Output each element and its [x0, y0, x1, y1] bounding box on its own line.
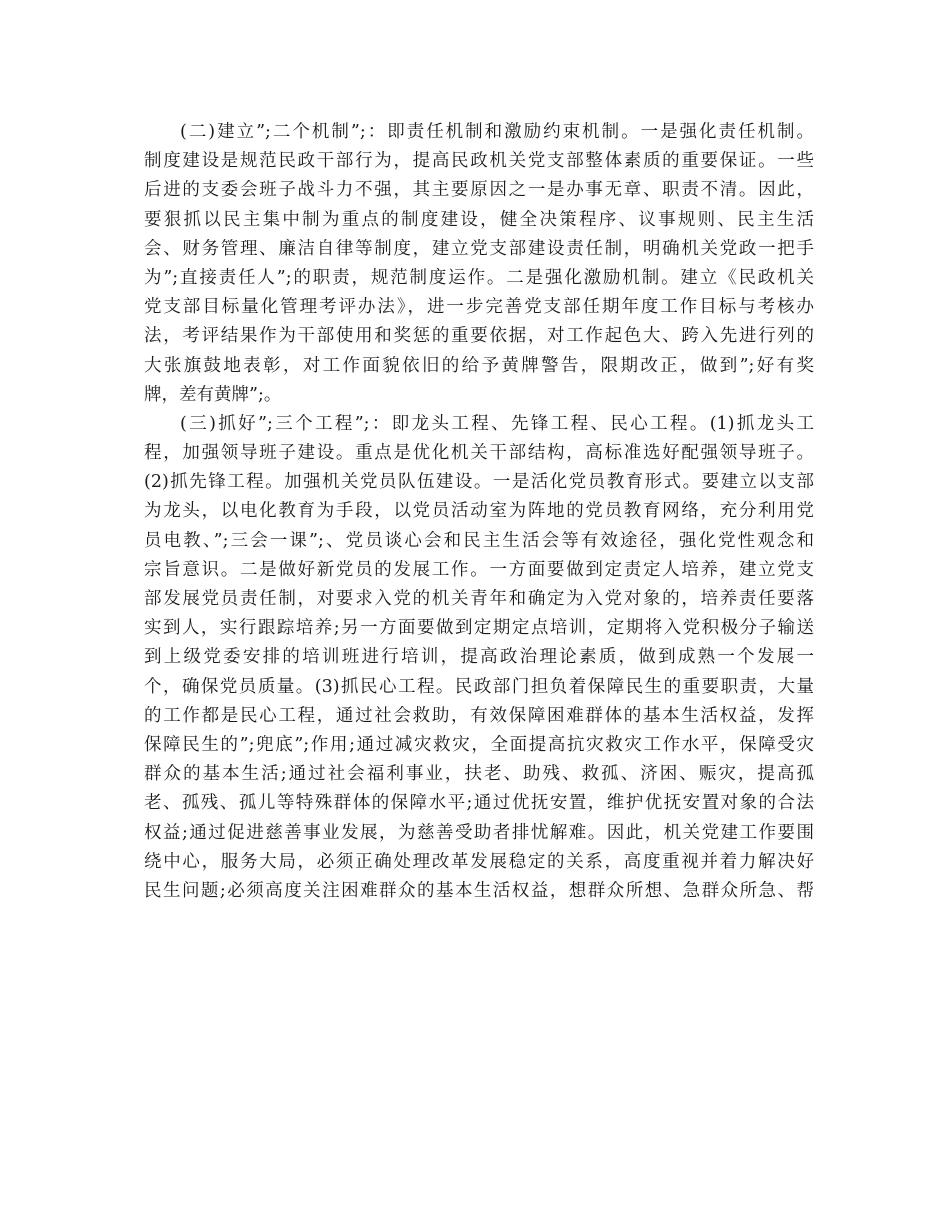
document-body — [144, 118, 814, 906]
paragraph-two-mechanisms — [144, 118, 814, 410]
text-line: 党支部目标量化管理考评办法》，进一步完善党支部任期年度工作目标与考核办 — [144, 297, 814, 318]
text-line: 为龙头，以电化教育为手段，以党员活动室为阵地的党员教育网络，充分利用党 — [144, 501, 814, 522]
text-line: 牌，差有黄牌”;。 — [144, 384, 282, 405]
text-line: 群众的基本生活;通过社会福利事业，扶老、助残、救孤、济困、赈灾，提高孤 — [144, 764, 814, 785]
text-line: 部发展党员责任制，对要求入党的机关青年和确定为入党对象的，培养责任要落 — [144, 589, 814, 609]
text-line: 绕中心，服务大局，必须正确处理改革发展稳定的关系，高度重视并着力解决好 — [144, 851, 814, 872]
text-line: 程，加强领导班子建设。重点是优化机关干部结构，高标准选好配强领导班子。 — [144, 443, 814, 464]
text-line: (二)建立”;二个机制”;：即责任机制和激励约束机制。一是强化责任机制。 — [180, 122, 814, 142]
text-line: 个，确保党员质量。(3)抓民心工程。民政部门担负着保障民生的重要职责，大量 — [144, 676, 814, 697]
text-line: (三)抓好”;三个工程”;：即龙头工程、先锋工程、民心工程。(1)抓龙头工 — [180, 413, 814, 434]
text-line: 大张旗鼓地表彰，对工作面貌依旧的给予黄牌警告，限期改正，做到”;好有奖 — [144, 355, 814, 376]
text-line: 宗旨意识。二是做好新党员的发展工作。一方面要做到定责定人培养，建立党支 — [144, 559, 814, 580]
text-line: 民生问题;必须高度关注困难群众的基本生活权益，想群众所想、急群众所急、帮 — [144, 880, 814, 901]
text-line: 后进的支委会班子战斗力不强，其主要原因之一是办事无章、职责不清。因此， — [144, 180, 814, 201]
text-line: 的工作都是民心工程，通过社会救助，有效保障困难群体的基本生活权益，发挥 — [144, 705, 814, 726]
text-line: (2)抓先锋工程。加强机关党员队伍建设。一是活化党员教育形式。要建立以支部 — [144, 472, 814, 493]
text-line: 保障民生的”;兜底”;作用;通过减灾救灾，全面提高抗灾救灾工作水平，保障受灾 — [144, 734, 814, 755]
text-line: 到上级党委安排的培训班进行培训，提高政治理论素质，做到成熟一个发展一 — [144, 647, 814, 668]
text-line: 法，考评结果作为干部使用和奖惩的重要依据，对工作起色大、跨入先进行列的 — [144, 326, 814, 347]
text-line: 实到人，实行跟踪培养;另一方面要做到定期定点培训，定期将入党积极分子输送 — [144, 618, 814, 639]
text-line: 制度建设是规范民政干部行为，提高民政机关党支部整体素质的重要保证。一些 — [144, 151, 814, 172]
text-line: 员电教、”;三会一课”;、党员谈心会和民主生活会等有效途径，强化党性观念和 — [144, 530, 814, 551]
paragraph-three-projects — [144, 410, 814, 906]
text-line: 会、财务管理、廉洁自律等制度，建立党支部建设责任制，明确机关党政一把手 — [144, 238, 814, 259]
text-line: 权益;通过促进慈善事业发展，为慈善受助者排忧解难。因此，机关党建工作要围 — [144, 822, 814, 843]
text-line: 老、孤残、孤儿等特殊群体的保障水平;通过优抚安置，维护优抚安置对象的合法 — [144, 793, 814, 814]
text-line: 为”;直接责任人”;的职责，规范制度运作。二是强化激励机制。建立《民政机关 — [144, 267, 814, 288]
text-line: 要狠抓以民主集中制为重点的制度建设，健全决策程序、议事规则、民主生活 — [144, 209, 814, 230]
